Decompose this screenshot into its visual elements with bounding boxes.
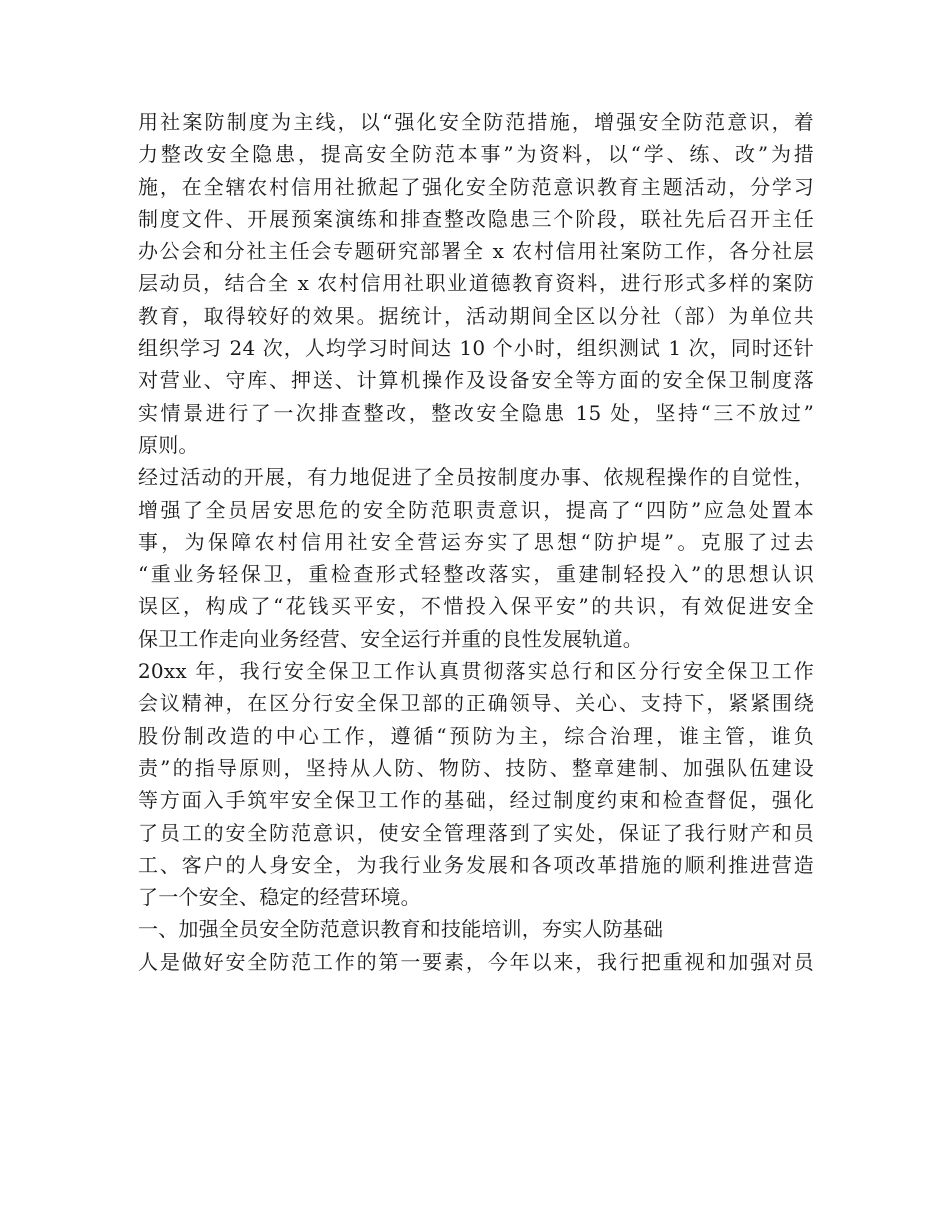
text-line: 制度文件、开展预案演练和排查整改隐患三个阶段，联社先后召开主任 xyxy=(138,206,814,231)
text-line: 了员工的安全防范意识，使安全管理落到了实处，保证了我行财产和员 xyxy=(138,820,814,845)
text-line: 组织学习 24 次，人均学习时间达 10 个小时，组织测试 1 次，同时还针 xyxy=(138,336,814,361)
text-line: 教育，取得较好的效果。据统计，活动期间全区以分社（部）为单位共 xyxy=(138,303,814,328)
text-line: 会议精神，在区分行安全保卫部的正确领导、关心、支持下，紧紧围绕 xyxy=(138,691,814,716)
text-line: 工、客户的人身安全，为我行业务发展和各项改革措施的顺利推进营造 xyxy=(138,852,814,877)
text-line: 20xx 年，我行安全保卫工作认真贯彻落实总行和区分行安全保卫工作 xyxy=(138,659,814,684)
text-line: 层动员，结合全 x 农村信用社职业道德教育资料，进行形式多样的案防 xyxy=(138,271,814,296)
text-line: 人是做好安全防范工作的第一要素，今年以来，我行把重视和加强对员 xyxy=(138,949,814,974)
text-line: “重业务轻保卫，重检查形式轻整改落实，重建制轻投入”的思想认识 xyxy=(138,562,814,587)
document-body xyxy=(138,106,814,978)
text-line: 事，为保障农村信用社安全营运夯实了思想“防护堤”。克服了过去 xyxy=(138,529,814,554)
text-line: 股份制改造的中心工作，遵循“预防为主，综合治理，谁主管，谁负 xyxy=(138,723,814,748)
text-line: 增强了全员居安思危的安全防范职责意识，提高了“四防”应急处置本 xyxy=(138,497,814,522)
text-line: 用社案防制度为主线，以“强化安全防范措施，增强安全防范意识，着 xyxy=(138,110,814,134)
text-line: 原则。 xyxy=(138,432,199,457)
text-line: 办公会和分社主任会专题研究部署全 x 农村信用社案防工作，各分社层 xyxy=(138,239,814,264)
text-line: 经过活动的开展，有力地促进了全员按制度办事、依规程操作的自觉性， xyxy=(138,465,814,490)
text-line: 了一个安全、稳定的经营环境。 xyxy=(138,885,421,910)
text-line: 等方面入手筑牢安全保卫工作的基础，经过制度约束和检查督促，强化 xyxy=(138,788,814,813)
text-line: 保卫工作走向业务经营、安全运行并重的良性发展轨道。 xyxy=(138,626,643,651)
text-line: 误区，构成了“花钱买平安，不惜投入保平安”的共识，有效促进安全 xyxy=(138,594,814,619)
text-line: 对营业、守库、押送、计算机操作及设备安全等方面的安全保卫制度落 xyxy=(138,368,814,393)
text-line: 施，在全辖农村信用社掀起了强化安全防范意识教育主题活动，分学习 xyxy=(138,174,814,199)
text-line: 实情景进行了一次排查整改，整改安全隐患 15 处，坚持“三不放过” xyxy=(138,400,814,425)
text-line: 责”的指导原则，坚持从人防、物防、技防、整章建制、加强队伍建设 xyxy=(138,755,814,780)
section-heading: 一、加强全员安全防范意识教育和技能培训，夯实人防基础 xyxy=(138,917,664,942)
text-line: 力整改安全隐患，提高安全防范本事”为资料，以“学、练、改”为措 xyxy=(138,142,814,167)
